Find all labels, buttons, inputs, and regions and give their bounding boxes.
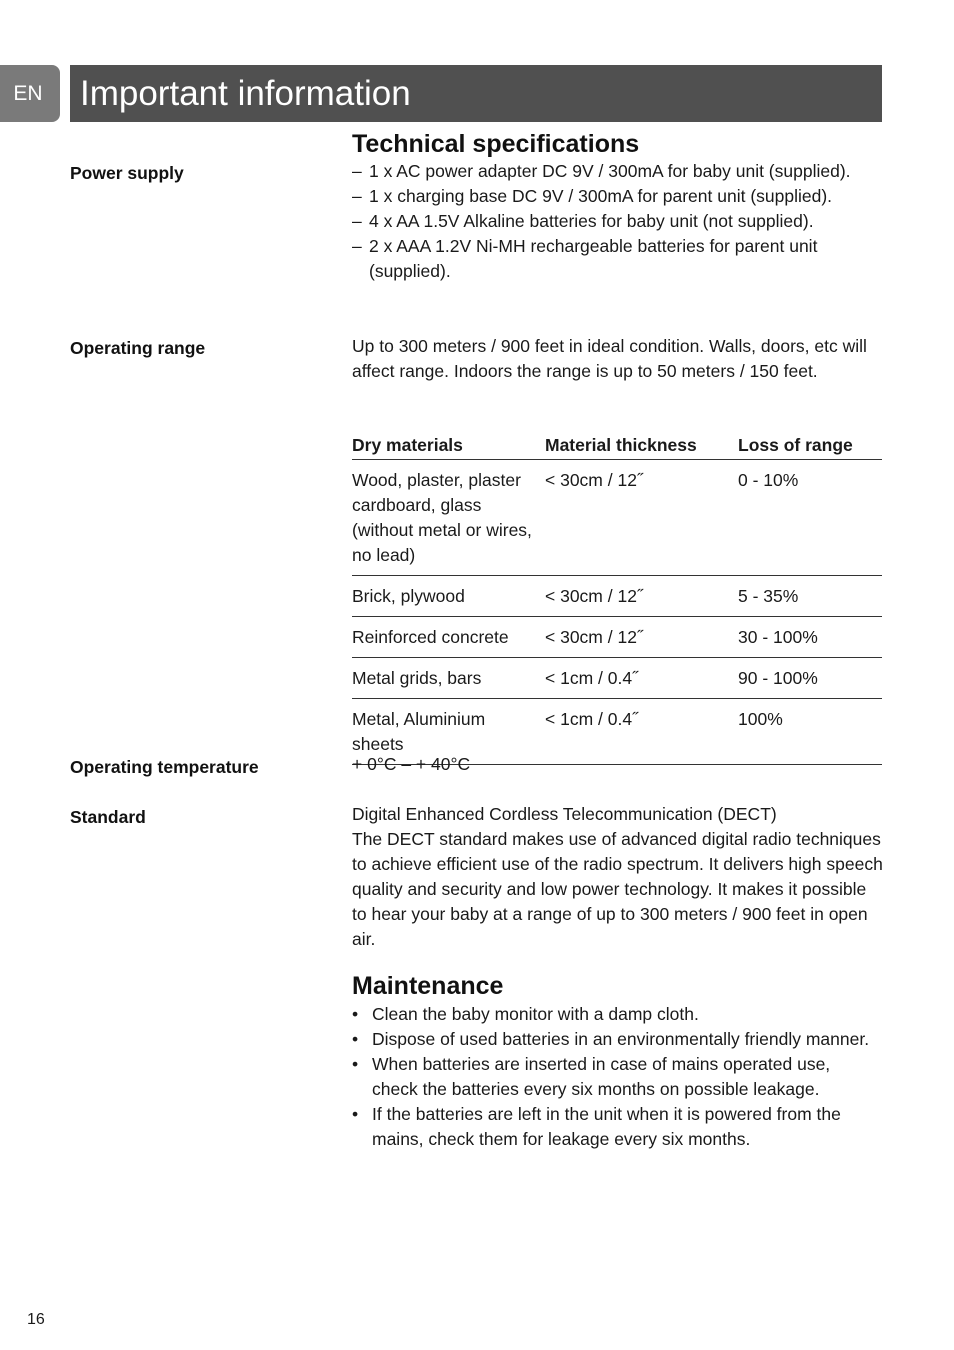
operating-temperature-value: + 0°C – + 40°C: [352, 754, 471, 774]
table-cell: 5 - 35%: [738, 586, 799, 606]
table-cell: Reinforced concrete: [352, 627, 509, 647]
list-item: • Dispose of used batteries in an environmentally friendly manner.: [352, 1029, 870, 1049]
list-item: • Clean the baby monitor with a damp cloth.: [352, 1004, 699, 1024]
table-header-cell: Dry materials: [352, 435, 463, 455]
maintenance-list: [352, 1002, 877, 1152]
table-cell: Metal, Aluminium sheets: [352, 709, 486, 754]
table-cell: Brick, plywood: [352, 586, 465, 606]
power-item: – 4 x AA 1.5V Alkaline batteries for baby unit (not supplied).: [352, 211, 814, 231]
operating-range-text: Up to 300 meters / 900 feet in ideal condition. Walls, doors, etc will affect range. Indoors the range is up to 50 meters / 150 feet.: [352, 336, 867, 381]
standard-text: [352, 802, 884, 952]
maintenance-heading: Maintenance: [352, 972, 504, 1000]
table-row: [352, 658, 882, 699]
page-title: Important information: [70, 65, 882, 122]
table-row: [352, 460, 882, 576]
table-cell: Metal grids, bars: [352, 668, 482, 688]
table-cell: < 1cm / 0.4˝: [545, 709, 638, 729]
page-number: 16: [27, 1311, 45, 1328]
table-row: [352, 617, 882, 658]
power-item: – 1 x AC power adapter DC 9V / 300mA for baby unit (supplied).: [352, 161, 851, 181]
table-header-cell: Loss of range: [738, 435, 853, 455]
operating-temperature-label: Operating temperature: [70, 757, 259, 777]
table-cell: Wood, plaster, plaster cardboard, glass (without metal or wires, no lead): [352, 470, 532, 565]
operating-range-label: Operating range: [70, 338, 206, 358]
table-cell: 100%: [738, 709, 783, 729]
standard-description: The DECT standard makes use of advanced digital radio techniques to achieve efficient use of the radio spectrum. It delivers high speech quality and security and low power technology. It makes it possible to hear your baby at a range of up to 300 meters / 900 feet in open air.: [352, 829, 883, 949]
range-loss-table: [352, 432, 882, 765]
table-cell: 90 - 100%: [738, 668, 818, 688]
table-cell: < 1cm / 0.4˝: [545, 668, 638, 688]
table-row: [352, 576, 882, 617]
standard-label: Standard: [70, 807, 146, 827]
table-cell: 30 - 100%: [738, 627, 818, 647]
table-cell: < 30cm / 12˝: [545, 470, 643, 490]
power-item: – 1 x charging base DC 9V / 300mA for parent unit (supplied).: [352, 186, 833, 206]
power-supply-list: [352, 159, 887, 284]
standard-title: Digital Enhanced Cordless Telecommunication (DECT): [352, 804, 777, 824]
language-tab: EN: [0, 65, 60, 122]
power-item: – 2 x AAA 1.2V Ni-MH rechargeable batteries for parent unit (supplied).: [352, 236, 818, 281]
table-cell: 0 - 10%: [738, 470, 799, 490]
table-cell: < 30cm / 12˝: [545, 586, 643, 606]
table-header-cell: Material thickness: [545, 435, 697, 455]
table-header-row: [352, 432, 882, 460]
technical-specifications-heading: Technical specifications: [352, 130, 640, 158]
list-item: • If the batteries are left in the unit when it is powered from the mains, check them for leakage every six months.: [352, 1104, 841, 1149]
power-supply-label: Power supply: [70, 163, 184, 183]
table-cell: < 30cm / 12˝: [545, 627, 643, 647]
list-item: • When batteries are inserted in case of mains operated use, check the batteries every six months on possible leakage.: [352, 1054, 831, 1099]
